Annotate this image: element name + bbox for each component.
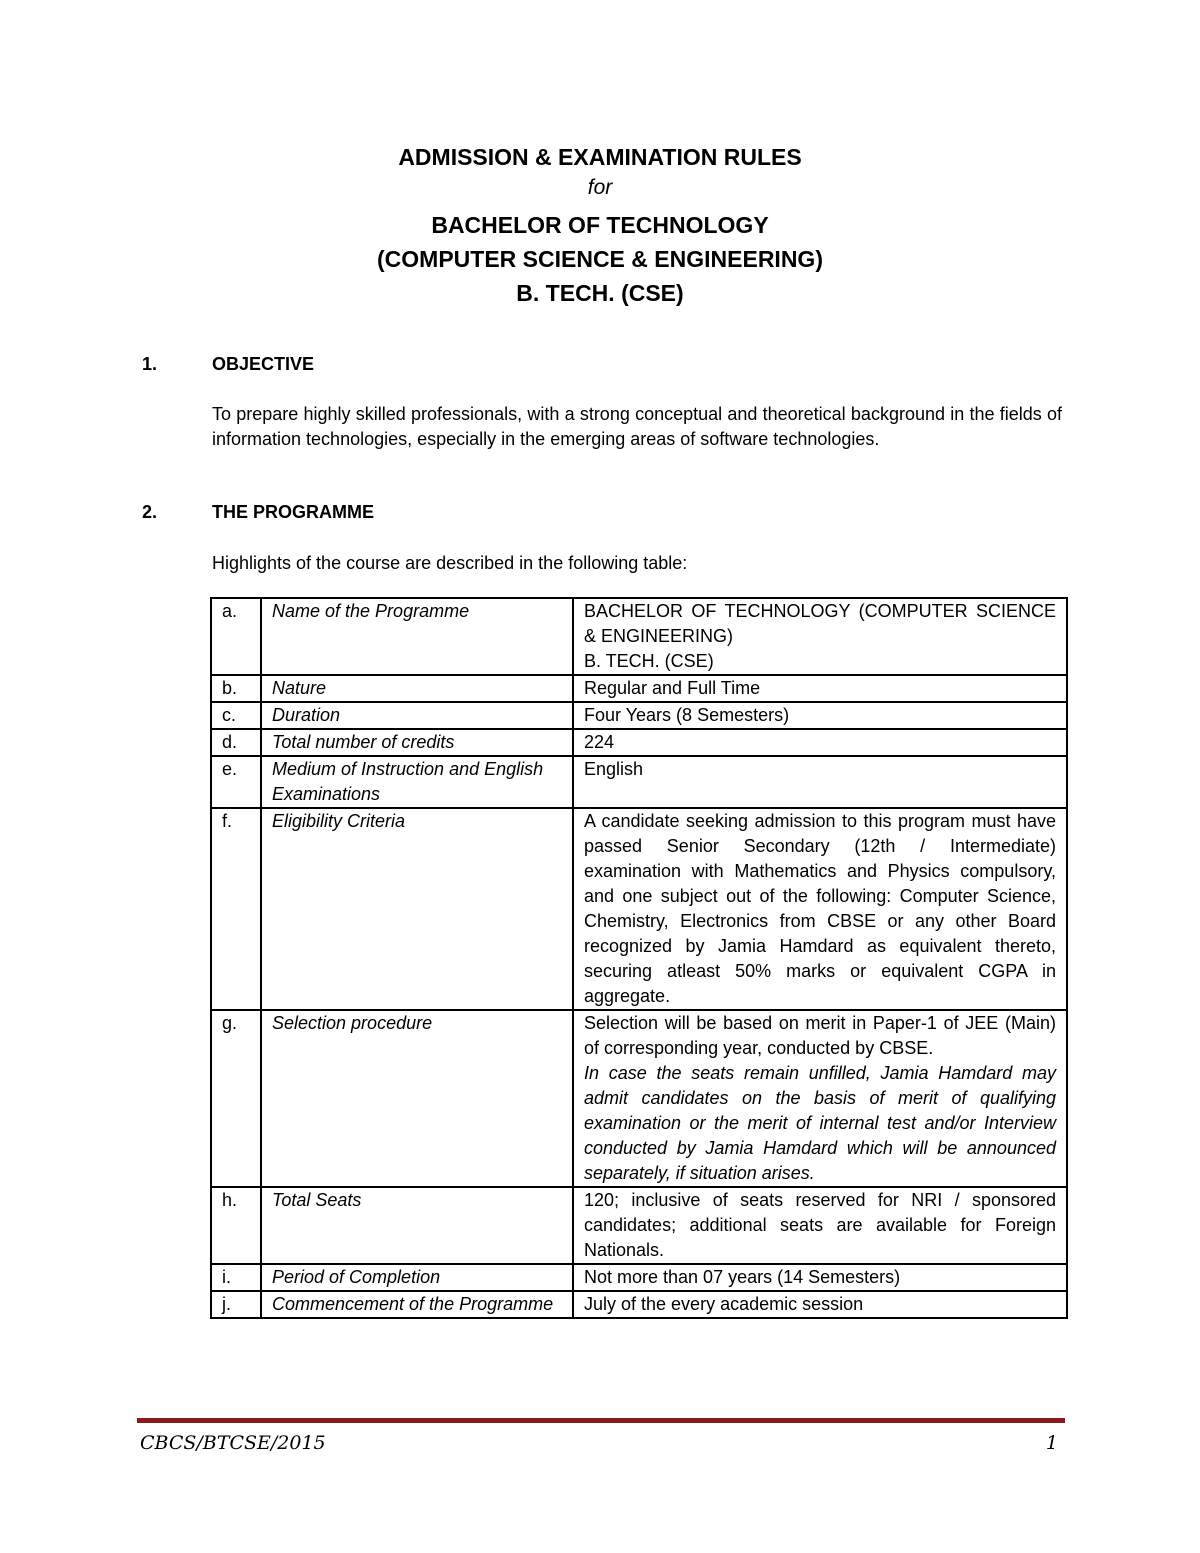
programme-highlights-table (210, 597, 1068, 1319)
section-number: 2. (142, 502, 158, 522)
row-label: Eligibility Criteria (261, 808, 573, 1010)
title-line-3: BACHELOR OF TECHNOLOGY (431, 212, 769, 238)
row-label: Nature (261, 675, 573, 702)
row-value: 224 (573, 729, 1067, 756)
section-number: 1. (142, 354, 158, 374)
footer-page-number: 1 (1045, 1432, 1058, 1454)
section-title: OBJECTIVE (212, 354, 315, 374)
objective-paragraph: To prepare highly skilled professionals, with a strong conceptual and theoretical background in the fields of information technologies, especially in the emerging areas of software technologies. (212, 404, 1062, 449)
table-row (211, 1010, 1067, 1187)
row-value-text: Selection will be based on merit in Paper-1 of JEE (Main) of corresponding year, conducted by CBSE. (584, 1013, 1056, 1058)
table-row (211, 702, 1067, 729)
row-value-note: In case the seats remain unfilled, Jamia Hamdard may admit candidates on the basis of merit of qualifying examination or the merit of internal test and/or Interview conducted by Jamia Hamdard which will be announced separately, if situation arises. (584, 1063, 1056, 1183)
row-label: Period of Completion (261, 1264, 573, 1291)
title-for: for (587, 176, 613, 199)
row-value-text: BACHELOR OF TECHNOLOGY (COMPUTER SCIENCE & ENGINEERING) (584, 601, 1056, 646)
row-value: English (573, 756, 1067, 808)
table-row (211, 808, 1067, 1010)
row-key: b. (211, 675, 261, 702)
title-block (0, 140, 1200, 310)
programme-intro: Highlights of the course are described in the following table: (212, 553, 688, 573)
row-label: Total number of credits (261, 729, 573, 756)
table-row (211, 1291, 1067, 1318)
row-value: A candidate seeking admission to this program must have passed Senior Secondary (12th / Intermediate) examination with Mathematics and Physics compulsory, and one subject out of the following: Computer Science, Chemistry, Electronics from CBSE or any other Board recognized by Jamia Hamdard as equivalent thereto, securing atleast 50% marks or equivalent CGPA in aggregate. (573, 808, 1067, 1010)
row-key: j. (211, 1291, 261, 1318)
row-label: Selection procedure (261, 1010, 573, 1187)
row-key: a. (211, 598, 261, 675)
row-value-text-2: B. TECH. (CSE) (584, 651, 714, 671)
row-label: Commencement of the Programme (261, 1291, 573, 1318)
footer-rule (137, 1418, 1065, 1423)
row-key: i. (211, 1264, 261, 1291)
row-value: Regular and Full Time (573, 675, 1067, 702)
section-title: THE PROGRAMME (212, 502, 374, 522)
table-row (211, 729, 1067, 756)
table-row (211, 675, 1067, 702)
row-key: d. (211, 729, 261, 756)
footer-document-code: CBCS/BTCSE/2015 (140, 1432, 326, 1454)
row-label: Duration (261, 702, 573, 729)
table-row (211, 598, 1067, 675)
table-row (211, 1264, 1067, 1291)
title-line-1: ADMISSION & EXAMINATION RULES (398, 144, 802, 170)
row-key: h. (211, 1187, 261, 1264)
row-label: Name of the Programme (261, 598, 573, 675)
row-value: 120; inclusive of seats reserved for NRI / sponsored candidates; additional seats are available for Foreign Nationals. (573, 1187, 1067, 1264)
row-key: f. (211, 808, 261, 1010)
row-value: July of the every academic session (573, 1291, 1067, 1318)
row-key: e. (211, 756, 261, 808)
row-value: Not more than 07 years (14 Semesters) (573, 1264, 1067, 1291)
row-label: Total Seats (261, 1187, 573, 1264)
row-key: g. (211, 1010, 261, 1187)
table-row (211, 1187, 1067, 1264)
row-value (573, 598, 1067, 675)
row-key: c. (211, 702, 261, 729)
title-line-4: (COMPUTER SCIENCE & ENGINEERING) (377, 246, 823, 272)
title-line-5: B. TECH. (CSE) (516, 280, 684, 306)
row-label: Medium of Instruction and English Examinations (261, 756, 573, 808)
table-row (211, 756, 1067, 808)
row-value (573, 1010, 1067, 1187)
row-value: Four Years (8 Semesters) (573, 702, 1067, 729)
